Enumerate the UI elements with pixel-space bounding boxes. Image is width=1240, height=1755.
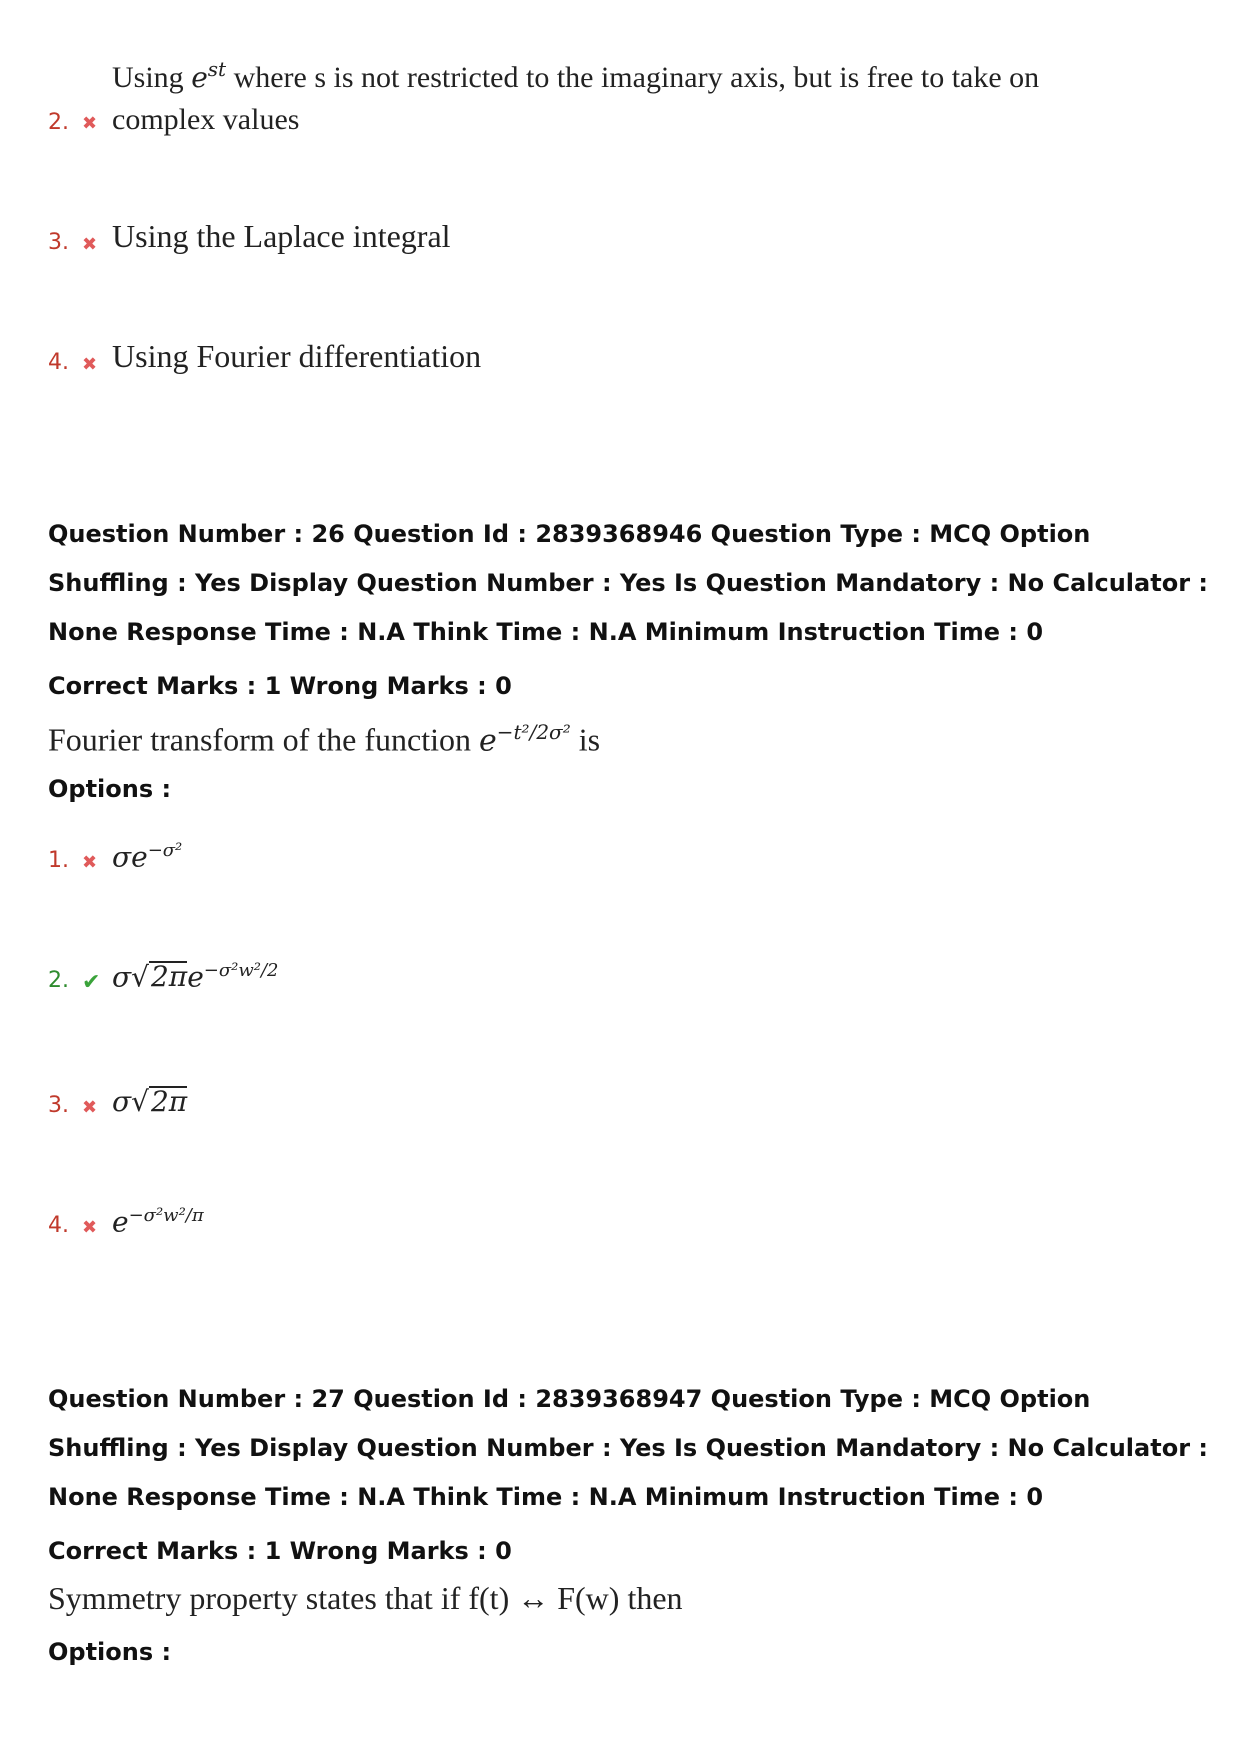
- marks-info: Correct Marks : 1 Wrong Marks : 0: [48, 1537, 512, 1565]
- q26-option-2: [48, 960, 279, 993]
- question-text: Fourier transform of the function $e^{-t^2/2\sigma^2}$ is: [48, 720, 601, 759]
- option-text: Using the Laplace integral: [112, 218, 451, 254]
- option-text: Using $e^{st}$ where s is not restricted to the imaginary axis, but is free to take on complex values: [112, 57, 1040, 136]
- q26-option-1: [48, 840, 182, 873]
- option-number: 1.: [48, 848, 69, 874]
- cross-icon: ✖: [82, 113, 98, 133]
- option-number: 3.: [48, 230, 69, 255]
- option-formula: σ√2π: [112, 1085, 188, 1118]
- option-number: 2.: [48, 968, 69, 994]
- cross-icon: ✖: [82, 1217, 98, 1238]
- option-number: 3.: [48, 1093, 69, 1118]
- prev-option-2: [48, 48, 1039, 141]
- question-text: Symmetry property states that if f(t) ↔ F(w) then: [48, 1580, 683, 1616]
- q26-option-4: [48, 1205, 204, 1238]
- option-number: 2.: [48, 110, 69, 135]
- option-formula: $\sigma√2\pi e^{-\sigma^2w^2/2}$: [112, 960, 279, 994]
- option-number: 4.: [48, 350, 69, 375]
- check-icon: ✔: [82, 969, 101, 995]
- options-label: Options :: [48, 1638, 172, 1666]
- option-formula: $\sigma e^{-\sigma^2}$: [112, 840, 183, 874]
- option-formula: $e^{-\sigma^2w^2/\pi}$: [112, 1205, 204, 1239]
- question-meta: Question Number : 26 Question Id : 2839368946 Question Type : MCQ Option Shuffling : Yes Display Question Number : Yes Is Question Mandatory : No Calculator : None Response Time : N.A Think Time : N.A Minimum Instruction Time : 0: [48, 520, 1208, 646]
- cross-icon: ✖: [82, 1097, 98, 1117]
- cross-icon: ✖: [82, 234, 98, 254]
- options-label: Options :: [48, 775, 172, 803]
- cross-icon: ✖: [82, 354, 98, 374]
- option-text: Using Fourier differentiation: [112, 338, 482, 374]
- q26-option-3: [48, 1085, 187, 1118]
- option-number: 4.: [48, 1213, 69, 1239]
- prev-option-4: [48, 338, 481, 375]
- question-meta: Question Number : 27 Question Id : 2839368947 Question Type : MCQ Option Shuffling : Yes Display Question Number : Yes Is Question Mandatory : No Calculator : None Response Time : N.A Think Time : N.A Minimum Instruction Time : 0: [48, 1385, 1208, 1511]
- marks-info: Correct Marks : 1 Wrong Marks : 0: [48, 672, 512, 700]
- cross-icon: ✖: [82, 852, 98, 873]
- prev-option-3: [48, 218, 451, 255]
